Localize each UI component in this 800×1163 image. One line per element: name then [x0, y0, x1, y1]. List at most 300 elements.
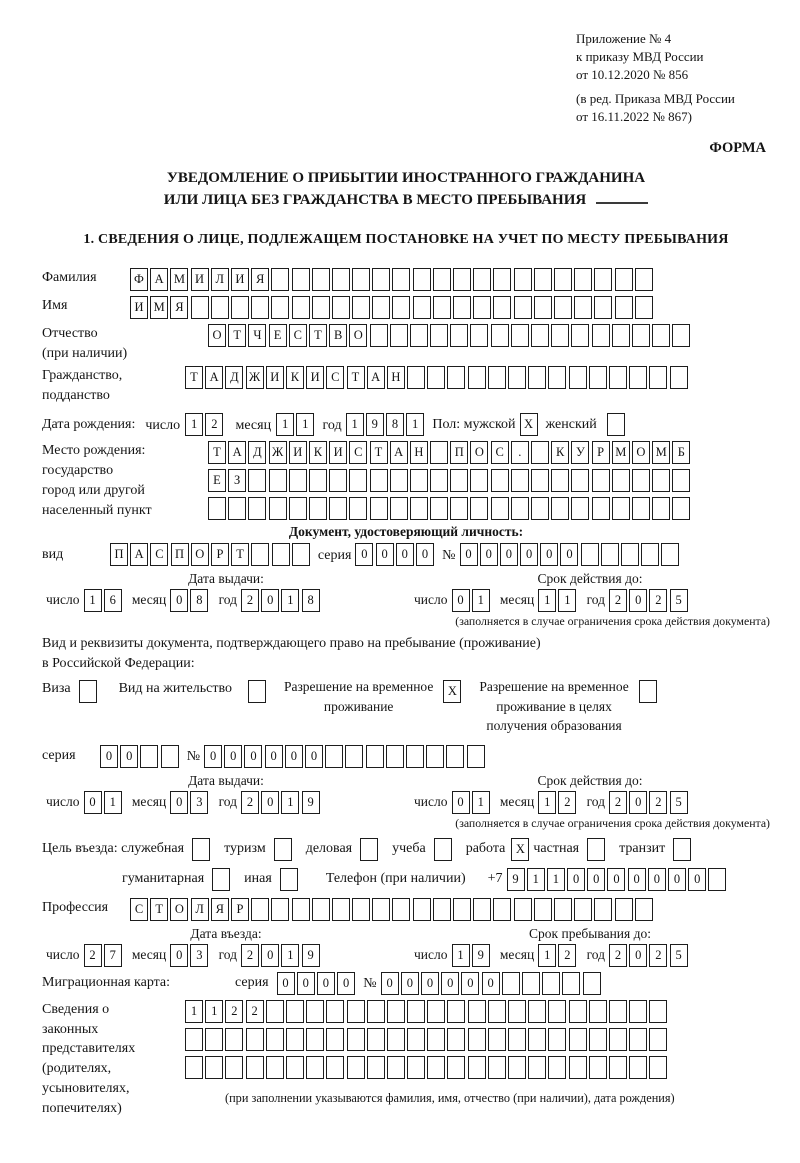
form-cell[interactable]: С: [349, 441, 367, 464]
form-cell[interactable]: [309, 497, 327, 520]
form-cell[interactable]: И: [231, 268, 249, 291]
form-cell[interactable]: 1: [296, 413, 314, 436]
form-cell[interactable]: [629, 1028, 647, 1051]
form-cell[interactable]: [292, 296, 310, 319]
form-cell[interactable]: [652, 497, 670, 520]
form-cell[interactable]: [446, 745, 464, 768]
form-cell[interactable]: [266, 1028, 284, 1051]
form-cell[interactable]: Д: [248, 441, 266, 464]
form-cell[interactable]: [271, 296, 289, 319]
form-cell[interactable]: 0: [416, 543, 434, 566]
form-cell[interactable]: [528, 1000, 546, 1023]
form-cell[interactable]: [372, 898, 390, 921]
form-cell[interactable]: 1: [472, 589, 490, 612]
form-cell[interactable]: 0: [629, 944, 647, 967]
form-cell[interactable]: 2: [246, 1000, 264, 1023]
form-cell[interactable]: Б: [672, 441, 690, 464]
form-cell[interactable]: 0: [668, 868, 686, 891]
form-cell[interactable]: [370, 324, 388, 347]
form-cell[interactable]: [491, 497, 509, 520]
form-cell[interactable]: [551, 469, 569, 492]
form-cell[interactable]: [569, 1028, 587, 1051]
form-cell[interactable]: [347, 1056, 365, 1079]
form-cell[interactable]: 0: [224, 745, 242, 768]
form-cell[interactable]: [589, 1056, 607, 1079]
form-cell[interactable]: 0: [355, 543, 373, 566]
form-cell[interactable]: 1: [346, 413, 364, 436]
form-cell[interactable]: 0: [540, 543, 558, 566]
form-cell[interactable]: [589, 1000, 607, 1023]
form-cell[interactable]: 2: [649, 791, 667, 814]
form-cell[interactable]: К: [286, 366, 304, 389]
form-cell[interactable]: [248, 497, 266, 520]
form-cell[interactable]: 2: [609, 589, 627, 612]
form-cell[interactable]: 2: [609, 791, 627, 814]
form-cell[interactable]: [635, 898, 653, 921]
form-cell[interactable]: С: [289, 324, 307, 347]
purpose-work-checkbox[interactable]: X: [511, 838, 529, 861]
form-cell[interactable]: 1: [538, 589, 556, 612]
form-cell[interactable]: 0: [628, 868, 646, 891]
form-cell[interactable]: [289, 469, 307, 492]
form-cell[interactable]: [514, 268, 532, 291]
form-cell[interactable]: [329, 497, 347, 520]
form-cell[interactable]: 2: [649, 944, 667, 967]
form-cell[interactable]: [468, 366, 486, 389]
form-cell[interactable]: [531, 497, 549, 520]
form-cell[interactable]: А: [130, 543, 148, 566]
form-cell[interactable]: 8: [302, 589, 320, 612]
form-cell[interactable]: [569, 1056, 587, 1079]
form-cell[interactable]: [306, 1028, 324, 1051]
form-cell[interactable]: [531, 441, 549, 464]
form-cell[interactable]: [551, 497, 569, 520]
form-cell[interactable]: П: [110, 543, 128, 566]
form-cell[interactable]: [594, 268, 612, 291]
form-cell[interactable]: [406, 745, 424, 768]
form-cell[interactable]: [433, 296, 451, 319]
form-cell[interactable]: 0: [120, 745, 138, 768]
form-cell[interactable]: [554, 898, 572, 921]
form-cell[interactable]: [140, 745, 158, 768]
form-cell[interactable]: [349, 469, 367, 492]
form-cell[interactable]: [367, 1000, 385, 1023]
form-cell[interactable]: [427, 1028, 445, 1051]
purpose-official-checkbox[interactable]: [192, 838, 210, 861]
form-cell[interactable]: [528, 1028, 546, 1051]
form-cell[interactable]: [390, 497, 408, 520]
form-cell[interactable]: [473, 268, 491, 291]
form-cell[interactable]: Т: [370, 441, 388, 464]
form-cell[interactable]: [266, 1000, 284, 1023]
form-cell[interactable]: 0: [567, 868, 585, 891]
form-cell[interactable]: И: [289, 441, 307, 464]
form-cell[interactable]: [652, 469, 670, 492]
form-cell[interactable]: [508, 1056, 526, 1079]
form-cell[interactable]: [427, 366, 445, 389]
form-cell[interactable]: [326, 1000, 344, 1023]
form-cell[interactable]: [473, 898, 491, 921]
form-cell[interactable]: [548, 1000, 566, 1023]
form-cell[interactable]: [286, 1028, 304, 1051]
form-cell[interactable]: [387, 1000, 405, 1023]
form-cell[interactable]: [534, 296, 552, 319]
form-cell[interactable]: 9: [472, 944, 490, 967]
form-cell[interactable]: [367, 1028, 385, 1051]
form-cell[interactable]: [332, 296, 350, 319]
form-cell[interactable]: [161, 745, 179, 768]
form-cell[interactable]: [447, 1000, 465, 1023]
form-cell[interactable]: [594, 898, 612, 921]
form-cell[interactable]: [191, 296, 209, 319]
form-cell[interactable]: [251, 898, 269, 921]
form-cell[interactable]: 1: [104, 791, 122, 814]
form-cell[interactable]: 2: [649, 589, 667, 612]
form-cell[interactable]: [271, 898, 289, 921]
form-cell[interactable]: [407, 1056, 425, 1079]
form-cell[interactable]: [592, 497, 610, 520]
form-cell[interactable]: [332, 898, 350, 921]
form-cell[interactable]: [612, 324, 630, 347]
form-cell[interactable]: [571, 497, 589, 520]
form-cell[interactable]: 9: [302, 944, 320, 967]
form-cell[interactable]: [493, 898, 511, 921]
form-cell[interactable]: [508, 1028, 526, 1051]
form-cell[interactable]: 5: [670, 944, 688, 967]
form-cell[interactable]: 0: [265, 745, 283, 768]
form-cell[interactable]: П: [171, 543, 189, 566]
form-cell[interactable]: [208, 497, 226, 520]
form-cell[interactable]: [347, 1028, 365, 1051]
form-cell[interactable]: 0: [401, 972, 419, 995]
form-cell[interactable]: [592, 324, 610, 347]
form-cell[interactable]: 0: [317, 972, 335, 995]
form-cell[interactable]: [269, 469, 287, 492]
form-cell[interactable]: 2: [205, 413, 223, 436]
form-cell[interactable]: [649, 366, 667, 389]
form-cell[interactable]: [390, 469, 408, 492]
form-cell[interactable]: [392, 296, 410, 319]
form-cell[interactable]: Р: [211, 543, 229, 566]
form-cell[interactable]: [470, 497, 488, 520]
purpose-humanitarian-checkbox[interactable]: [212, 868, 230, 891]
form-cell[interactable]: [251, 296, 269, 319]
form-cell[interactable]: [468, 1000, 486, 1023]
form-cell[interactable]: [531, 324, 549, 347]
form-cell[interactable]: Ж: [246, 366, 264, 389]
form-cell[interactable]: [453, 296, 471, 319]
form-cell[interactable]: [672, 324, 690, 347]
purpose-tourism-checkbox[interactable]: [274, 838, 292, 861]
visa-checkbox[interactable]: [79, 680, 97, 703]
form-cell[interactable]: [325, 745, 343, 768]
residence-permit-checkbox[interactable]: [248, 680, 266, 703]
form-cell[interactable]: [635, 296, 653, 319]
form-cell[interactable]: 1: [538, 944, 556, 967]
form-cell[interactable]: 2: [241, 791, 259, 814]
purpose-study-checkbox[interactable]: [434, 838, 452, 861]
form-cell[interactable]: К: [551, 441, 569, 464]
form-cell[interactable]: [447, 366, 465, 389]
form-cell[interactable]: [407, 1000, 425, 1023]
form-cell[interactable]: Д: [225, 366, 243, 389]
form-cell[interactable]: [569, 366, 587, 389]
form-cell[interactable]: 0: [629, 791, 647, 814]
form-cell[interactable]: [453, 898, 471, 921]
form-cell[interactable]: 0: [441, 972, 459, 995]
form-cell[interactable]: 1: [84, 589, 102, 612]
form-cell[interactable]: [649, 1028, 667, 1051]
form-cell[interactable]: [571, 324, 589, 347]
purpose-business-checkbox[interactable]: [360, 838, 378, 861]
form-cell[interactable]: И: [266, 366, 284, 389]
form-cell[interactable]: [390, 324, 408, 347]
form-cell[interactable]: [427, 1056, 445, 1079]
form-cell[interactable]: [670, 366, 688, 389]
form-cell[interactable]: [347, 1000, 365, 1023]
form-cell[interactable]: 2: [241, 944, 259, 967]
form-cell[interactable]: [447, 1056, 465, 1079]
form-cell[interactable]: [641, 543, 659, 566]
purpose-other-checkbox[interactable]: [280, 868, 298, 891]
form-cell[interactable]: [410, 324, 428, 347]
form-cell[interactable]: [632, 469, 650, 492]
form-cell[interactable]: 3: [190, 791, 208, 814]
form-cell[interactable]: [488, 366, 506, 389]
form-cell[interactable]: Я: [251, 268, 269, 291]
form-cell[interactable]: [508, 366, 526, 389]
form-cell[interactable]: [248, 469, 266, 492]
form-cell[interactable]: [609, 1028, 627, 1051]
form-cell[interactable]: 0: [170, 589, 188, 612]
form-cell[interactable]: [531, 469, 549, 492]
form-cell[interactable]: [407, 366, 425, 389]
form-cell[interactable]: [366, 745, 384, 768]
form-cell[interactable]: 1: [558, 589, 576, 612]
form-cell[interactable]: [594, 296, 612, 319]
form-cell[interactable]: [514, 296, 532, 319]
form-cell[interactable]: Я: [211, 898, 229, 921]
form-cell[interactable]: Н: [410, 441, 428, 464]
form-cell[interactable]: А: [150, 268, 168, 291]
form-cell[interactable]: У: [571, 441, 589, 464]
form-cell[interactable]: 0: [244, 745, 262, 768]
form-cell[interactable]: [326, 1056, 344, 1079]
form-cell[interactable]: 1: [538, 791, 556, 814]
form-cell[interactable]: [271, 268, 289, 291]
form-cell[interactable]: [571, 469, 589, 492]
form-cell[interactable]: [601, 543, 619, 566]
form-cell[interactable]: [468, 1056, 486, 1079]
form-cell[interactable]: Ч: [248, 324, 266, 347]
form-cell[interactable]: 0: [261, 791, 279, 814]
form-cell[interactable]: 0: [337, 972, 355, 995]
form-cell[interactable]: 0: [100, 745, 118, 768]
form-cell[interactable]: 0: [261, 589, 279, 612]
form-cell[interactable]: 1: [547, 868, 565, 891]
form-cell[interactable]: [433, 898, 451, 921]
form-cell[interactable]: [413, 296, 431, 319]
form-cell[interactable]: [225, 1056, 243, 1079]
form-cell[interactable]: С: [130, 898, 148, 921]
form-cell[interactable]: [635, 268, 653, 291]
form-cell[interactable]: [386, 745, 404, 768]
form-cell[interactable]: 0: [170, 791, 188, 814]
form-cell[interactable]: Т: [231, 543, 249, 566]
form-cell[interactable]: [548, 1028, 566, 1051]
form-cell[interactable]: [306, 1000, 324, 1023]
form-cell[interactable]: [392, 898, 410, 921]
form-cell[interactable]: [450, 497, 468, 520]
form-cell[interactable]: [453, 268, 471, 291]
form-cell[interactable]: [551, 324, 569, 347]
form-cell[interactable]: О: [191, 543, 209, 566]
form-cell[interactable]: Е: [269, 324, 287, 347]
form-cell[interactable]: А: [367, 366, 385, 389]
form-cell[interactable]: [306, 1056, 324, 1079]
form-cell[interactable]: [511, 324, 529, 347]
form-cell[interactable]: [649, 1000, 667, 1023]
form-cell[interactable]: [569, 1000, 587, 1023]
form-cell[interactable]: [251, 543, 269, 566]
form-cell[interactable]: [352, 268, 370, 291]
form-cell[interactable]: Т: [347, 366, 365, 389]
form-cell[interactable]: 0: [452, 589, 470, 612]
form-cell[interactable]: [410, 497, 428, 520]
form-cell[interactable]: [370, 497, 388, 520]
form-cell[interactable]: Т: [228, 324, 246, 347]
form-cell[interactable]: О: [470, 441, 488, 464]
form-cell[interactable]: Т: [208, 441, 226, 464]
form-cell[interactable]: М: [170, 268, 188, 291]
purpose-private-checkbox[interactable]: [587, 838, 605, 861]
form-cell[interactable]: В: [329, 324, 347, 347]
form-cell[interactable]: [589, 366, 607, 389]
form-cell[interactable]: К: [309, 441, 327, 464]
form-cell[interactable]: 1: [205, 1000, 223, 1023]
form-cell[interactable]: [652, 324, 670, 347]
form-cell[interactable]: 1: [276, 413, 294, 436]
form-cell[interactable]: 2: [609, 944, 627, 967]
form-cell[interactable]: [488, 1028, 506, 1051]
form-cell[interactable]: [574, 296, 592, 319]
form-cell[interactable]: [615, 296, 633, 319]
form-cell[interactable]: 0: [607, 868, 625, 891]
form-cell[interactable]: [661, 543, 679, 566]
form-cell[interactable]: И: [130, 296, 148, 319]
title-blank-underline[interactable]: [596, 191, 648, 204]
form-cell[interactable]: 9: [302, 791, 320, 814]
form-cell[interactable]: [426, 745, 444, 768]
form-cell[interactable]: 1: [281, 791, 299, 814]
form-cell[interactable]: 9: [507, 868, 525, 891]
form-cell[interactable]: А: [228, 441, 246, 464]
form-cell[interactable]: 8: [386, 413, 404, 436]
form-cell[interactable]: 0: [500, 543, 518, 566]
form-cell[interactable]: [292, 543, 310, 566]
form-cell[interactable]: Ф: [130, 268, 148, 291]
form-cell[interactable]: [615, 268, 633, 291]
form-cell[interactable]: [387, 1056, 405, 1079]
sex-male-checkbox[interactable]: X: [520, 413, 538, 436]
form-cell[interactable]: [511, 469, 529, 492]
form-cell[interactable]: [447, 1028, 465, 1051]
form-cell[interactable]: [387, 1028, 405, 1051]
form-cell[interactable]: [312, 898, 330, 921]
form-cell[interactable]: З: [228, 469, 246, 492]
form-cell[interactable]: 0: [648, 868, 666, 891]
form-cell[interactable]: [612, 469, 630, 492]
form-cell[interactable]: [534, 268, 552, 291]
form-cell[interactable]: 1: [406, 413, 424, 436]
form-cell[interactable]: 1: [281, 589, 299, 612]
form-cell[interactable]: 2: [558, 944, 576, 967]
form-cell[interactable]: [430, 497, 448, 520]
form-cell[interactable]: 0: [376, 543, 394, 566]
form-cell[interactable]: [649, 1056, 667, 1079]
form-cell[interactable]: [427, 1000, 445, 1023]
form-cell[interactable]: О: [632, 441, 650, 464]
form-cell[interactable]: Ж: [269, 441, 287, 464]
purpose-transit-checkbox[interactable]: [673, 838, 691, 861]
form-cell[interactable]: 8: [190, 589, 208, 612]
form-cell[interactable]: 0: [461, 972, 479, 995]
form-cell[interactable]: И: [329, 441, 347, 464]
form-cell[interactable]: [286, 1000, 304, 1023]
temp-residence-education-checkbox[interactable]: [639, 680, 657, 703]
form-cell[interactable]: [345, 745, 363, 768]
form-cell[interactable]: [370, 469, 388, 492]
form-cell[interactable]: 1: [472, 791, 490, 814]
form-cell[interactable]: [609, 1000, 627, 1023]
form-cell[interactable]: 0: [482, 972, 500, 995]
form-cell[interactable]: [352, 898, 370, 921]
form-cell[interactable]: [312, 268, 330, 291]
form-cell[interactable]: [548, 1056, 566, 1079]
form-cell[interactable]: 2: [84, 944, 102, 967]
form-cell[interactable]: [185, 1056, 203, 1079]
form-cell[interactable]: [430, 441, 448, 464]
form-cell[interactable]: [632, 497, 650, 520]
form-cell[interactable]: М: [612, 441, 630, 464]
form-cell[interactable]: [514, 898, 532, 921]
form-cell[interactable]: [246, 1056, 264, 1079]
form-cell[interactable]: 0: [688, 868, 706, 891]
form-cell[interactable]: 0: [560, 543, 578, 566]
form-cell[interactable]: [367, 1056, 385, 1079]
form-cell[interactable]: 0: [204, 745, 222, 768]
form-cell[interactable]: 1: [452, 944, 470, 967]
form-cell[interactable]: [491, 324, 509, 347]
form-cell[interactable]: 0: [170, 944, 188, 967]
form-cell[interactable]: [609, 1056, 627, 1079]
form-cell[interactable]: 0: [460, 543, 478, 566]
form-cell[interactable]: 2: [241, 589, 259, 612]
form-cell[interactable]: [430, 469, 448, 492]
form-cell[interactable]: [574, 898, 592, 921]
form-cell[interactable]: [581, 543, 599, 566]
form-cell[interactable]: [430, 324, 448, 347]
form-cell[interactable]: [413, 268, 431, 291]
form-cell[interactable]: [554, 296, 572, 319]
form-cell[interactable]: [554, 268, 572, 291]
form-cell[interactable]: [511, 497, 529, 520]
form-cell[interactable]: [211, 296, 229, 319]
form-cell[interactable]: 0: [297, 972, 315, 995]
temp-residence-checkbox[interactable]: X: [443, 680, 461, 703]
form-cell[interactable]: [410, 469, 428, 492]
form-cell[interactable]: [286, 1056, 304, 1079]
